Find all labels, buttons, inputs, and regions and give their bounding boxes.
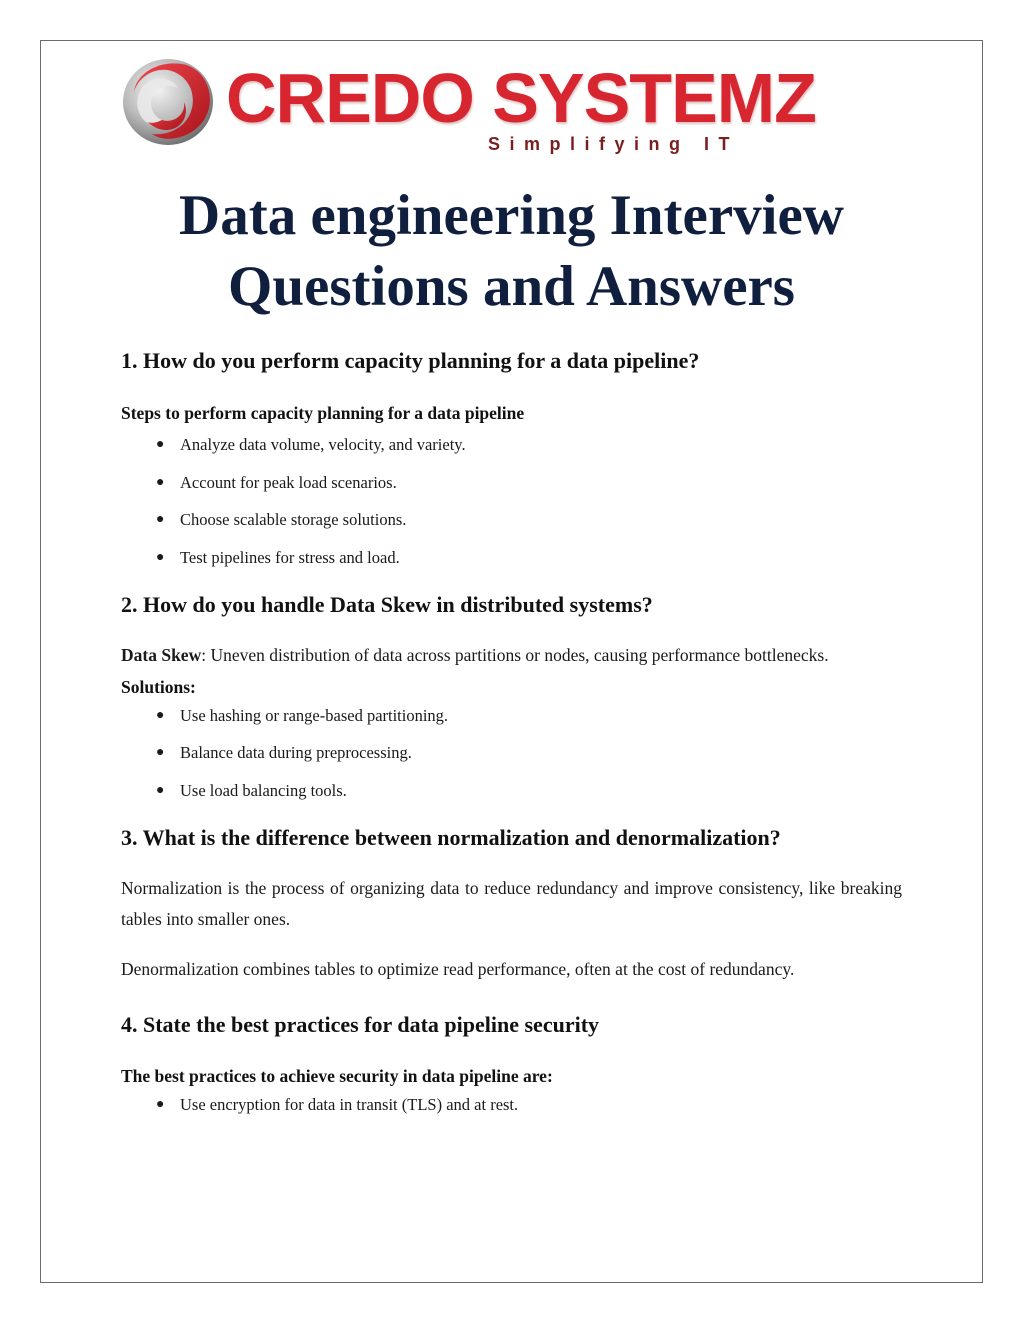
title-line-2: Questions and Answers	[228, 255, 795, 318]
logo-wordmark: CREDO SYSTEMZ	[226, 59, 816, 137]
bullet-dot-icon: ●	[156, 782, 165, 798]
question-heading: 4. State the best practices for data pipeline security	[121, 1011, 600, 1037]
bullet-dot-icon: ●	[156, 1096, 165, 1112]
company-logo	[122, 58, 816, 158]
question-heading: 3. What is the difference between normalization and denormalization?	[121, 824, 781, 850]
list-item: ● Balance data during preprocessing.	[156, 743, 412, 762]
bullet-dot-icon: ●	[156, 549, 165, 565]
normalization-paragraph: Normalization is the process of organizing data to reduce redundancy and improve consistency, like breaking tables into smaller ones.	[121, 877, 902, 929]
solutions-list	[121, 705, 902, 801]
data-skew-definition	[121, 640, 902, 671]
list-item: ● Use hashing or range-based partitioning.	[156, 705, 449, 725]
logo-tagline: Simplifying IT	[488, 134, 740, 154]
best-practices-list	[121, 1094, 902, 1115]
best-practices-subheading: The best practices to achieve security in data pipeline are:	[121, 1065, 553, 1086]
bullet-dot-icon: ●	[156, 512, 165, 527]
bullet-dot-icon: ●	[156, 707, 165, 723]
denormalization-paragraph: Denormalization combines tables to optimize read performance, often at the cost of redundancy.	[121, 958, 795, 979]
bullet-dot-icon: ●	[156, 437, 165, 452]
list-item: ● Account for peak load scenarios.	[156, 472, 397, 492]
list-item: ● Use encryption for data in transit (TLS) and at rest.	[156, 1094, 519, 1114]
list-item: ● Use load balancing tools.	[156, 780, 347, 800]
steps-subheading: Steps to perform capacity planning for a data pipeline	[121, 403, 525, 423]
bullet-dot-icon: ●	[156, 745, 165, 760]
credo-swirl-icon	[122, 58, 214, 146]
definition-term: Data Skew	[121, 644, 202, 665]
question-heading: 1. How do you perform capacity planning for a data pipeline?	[121, 348, 700, 373]
solutions-subheading: Solutions:	[121, 676, 196, 697]
question-section-1	[121, 344, 902, 568]
question-heading: 2. How do you handle Data Skew in distributed systems?	[121, 591, 653, 617]
question-section-3	[121, 821, 902, 985]
list-item: ● Test pipelines for stress and load.	[156, 547, 400, 567]
list-item: ● Analyze data volume, velocity, and variety.	[156, 435, 466, 454]
document-title	[60, 180, 963, 322]
question-section-4	[121, 1008, 902, 1115]
title-line-1: Data engineering Interview	[179, 184, 844, 247]
steps-list	[121, 434, 902, 568]
document-body	[121, 344, 902, 1115]
question-section-2	[121, 588, 902, 801]
list-item: ● Choose scalable storage solutions.	[156, 510, 407, 529]
bullet-dot-icon: ●	[156, 474, 165, 490]
definition-text: : Uneven distribution of data across partitions or nodes, causing performance bottlenecks.	[201, 644, 829, 665]
